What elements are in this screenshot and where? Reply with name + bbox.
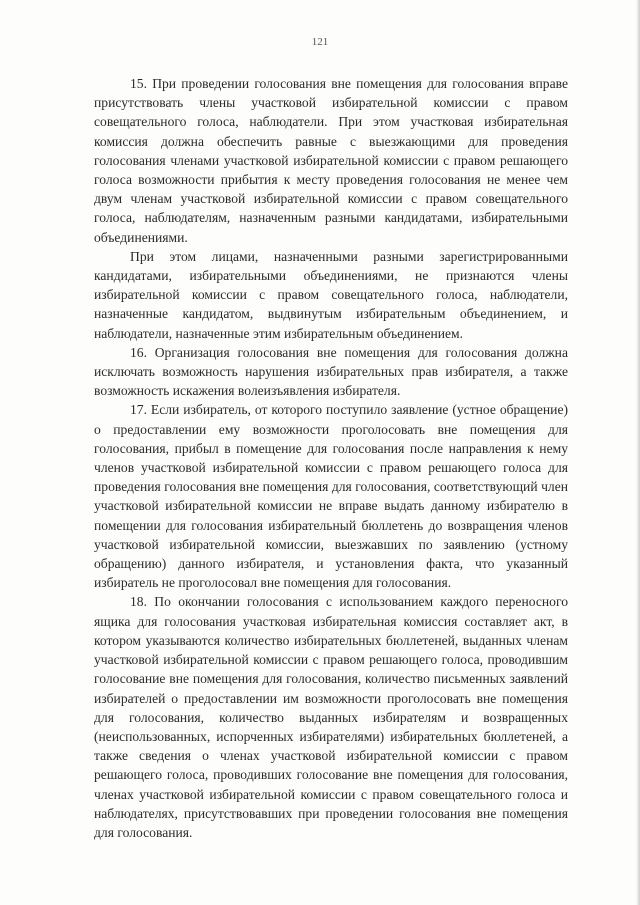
paragraph-15: 15. При проведении голосования вне помещения для голосования вправе присутствовать члены участковой избирательной комиссии с правом совещательного голоса, наблюдатели. При этом участковая избирательная комиссия должна обеспечить равные с выезжающими для проведения голосования членами участковой избирательной комиссии с правом решающего голоса возможности прибытия к месту проведения голосования не менее чем двум членам участковой избирательной комиссии с правом совещательного голоса, наблюдателям, назначенным разными кандидатами, избирательными объединениями. — [94, 76, 568, 245]
paragraph-18: 18. По окончании голосования с использованием каждого переносного ящика для голосования участковая избирательная комиссия составляет акт, в котором указываются количество избирательных бюллетеней, выданных членам участковой избирательной комиссии с правом решающего голоса, проводившим голосование вне помещения для голосования, количество письменных заявлений избирателей о предоставлении им возможности проголосовать вне помещения для голосования, количество выданных избирателям и возвращенных (неиспользованных, испорченных избирателями) избирательных бюллетеней, а также сведения о членах участковой избирательной комиссии с правом решающего голоса, проводивших голосование вне помещения для голосования, членах участковой избирательной комиссии с правом совещательного голоса и наблюдателях, присутствовавших при проведении голосования вне помещения для голосования. — [94, 594, 568, 840]
body-text — [94, 74, 568, 842]
paragraph-17: 17. Если избиратель, от которого поступило заявление (устное обращение) о предоставлении ему возможности проголосовать вне помещения для голосования, прибыл в помещение для голосования после направления к нему членов участковой избирательной комиссии с правом решающего голоса для проведения голосования вне помещения для голосования, соответствующий член участковой избирательной комиссии не вправе выдать данному избирателю в помещении для голосования избирательный бюллетень до возвращения членов участковой избирательной комиссии, выезжавших по заявлению (устному обращению) данного избирателя, и установления факта, что указанный избиратель не проголосовал вне помещения для голосования. — [94, 402, 568, 591]
page-number: 121 — [311, 36, 329, 48]
scan-edge-shadow — [636, 0, 640, 905]
paragraph-16: 16. Организация голосования вне помещения для голосования должна исключать возможность нарушения избирательных прав избирателя, а также возможность искажения волеизъявления избирателя. — [94, 344, 568, 399]
paragraph-15-note: При этом лицами, назначенными разными зарегистрированными кандидатами, избирательными объединениями, не признаются члены избирательной комиссии с правом совещательного голоса, наблюдатели, назначенные кандидатом, выдвинутым избирательным объединением, и наблюдатели, назначенные этим избирательным объединением. — [94, 248, 568, 341]
